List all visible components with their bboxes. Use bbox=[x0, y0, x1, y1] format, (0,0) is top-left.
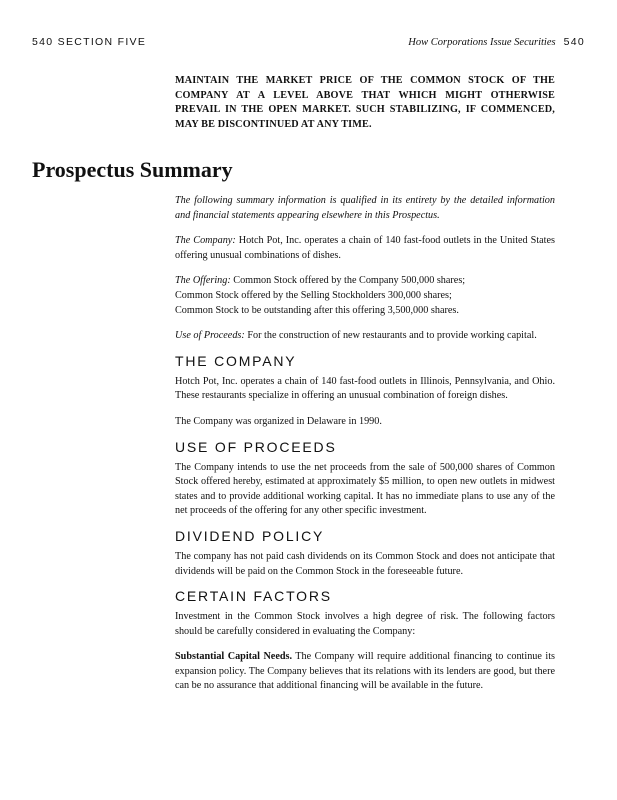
capital-needs-text: The Company will require additional financing to continue its expansion policy. The Company believes that its relations with its lenders are good, but there can be no assurance that additional financing will be available in the future. bbox=[175, 651, 555, 692]
summary-company-label: The Company: bbox=[175, 235, 236, 247]
prospectus-body bbox=[175, 194, 555, 705]
summary-company-text: Hotch Pot, Inc. operates a chain of 140 fast-food outlets in the United States offering unusual combinations of dishes. bbox=[175, 235, 555, 261]
summary-offering bbox=[175, 274, 555, 318]
summary-proceeds-text: For the construction of new restaurants and to provide working capital. bbox=[244, 330, 537, 342]
heading-dividend-policy: DIVIDEND POLICY bbox=[175, 527, 325, 544]
offering-line-2: Common Stock offered by the Selling Stockholders 300,000 shares; bbox=[175, 289, 452, 301]
heading-certain-factors: CERTAIN FACTORS bbox=[175, 588, 332, 605]
offering-line-1: Common Stock offered by the Company 500,000 shares; bbox=[230, 275, 466, 287]
dividend-paragraph: The company has not paid cash dividends on its Common Stock and does not anticipate that dividends will be paid on the Common Stock in the foreseeable future. bbox=[175, 550, 555, 577]
capital-needs-paragraph bbox=[175, 650, 555, 694]
capital-needs-label: Substantial Capital Needs. bbox=[175, 651, 293, 663]
summary-company bbox=[175, 234, 555, 263]
heading-the-company: THE COMPANY bbox=[175, 352, 297, 369]
page-title: Prospectus Summary bbox=[32, 157, 233, 182]
summary-intro: The following summary information is qualified in its entirety by the detailed information and financial statements appearing elsewhere in this Prospectus. bbox=[175, 195, 555, 221]
factors-paragraph: Investment in the Common Stock involves a high degree of risk. The following factors should be carefully considered in evaluating the Company: bbox=[175, 611, 555, 637]
offering-line-3: Common Stock to be outstanding after this offering 3,500,000 shares. bbox=[175, 304, 459, 316]
running-header-title bbox=[408, 36, 585, 48]
heading-use-of-proceeds: USE OF PROCEEDS bbox=[175, 438, 337, 455]
proceeds-paragraph: The Company intends to use the net proceeds from the sale of 500,000 shares of Common Stock offered hereby, estimated at approximately $5 million, to open new outlets in midwest states and to provide additional working capital. It has no immediate plans to use any of the net proceeds of the offering for any other specific investment. bbox=[175, 461, 555, 517]
running-title: How Corporations Issue Securities bbox=[408, 37, 556, 48]
summary-proceeds bbox=[175, 329, 555, 344]
summary-offering-label: The Offering: bbox=[175, 275, 231, 287]
company-paragraph-2: The Company was organized in Delaware in 1990. bbox=[175, 415, 382, 427]
stabilization-notice: MAINTAIN THE MARKET PRICE OF THE COMMON STOCK OF THE COMPANY AT A LEVEL ABOVE THAT WHICH MIGHT OTHERWISE PREVAIL IN THE OPEN MARKET. SUCH STABILIZING, IF COMMENCED, MAY BE DISCONTINUED AT ANY TIME. bbox=[175, 75, 555, 130]
summary-proceeds-label: Use of Proceeds: bbox=[175, 330, 245, 342]
offering-line bbox=[175, 274, 555, 289]
page-number: 540 bbox=[563, 36, 585, 48]
running-header-section: 540 SECTION FIVE bbox=[32, 36, 147, 48]
company-paragraph-1: Hotch Pot, Inc. operates a chain of 140 fast-food outlets in Illinois, Pennsylvania, and Ohio. These restaurants specialize in offering an unusual combination of foreign dishes. bbox=[175, 375, 555, 402]
